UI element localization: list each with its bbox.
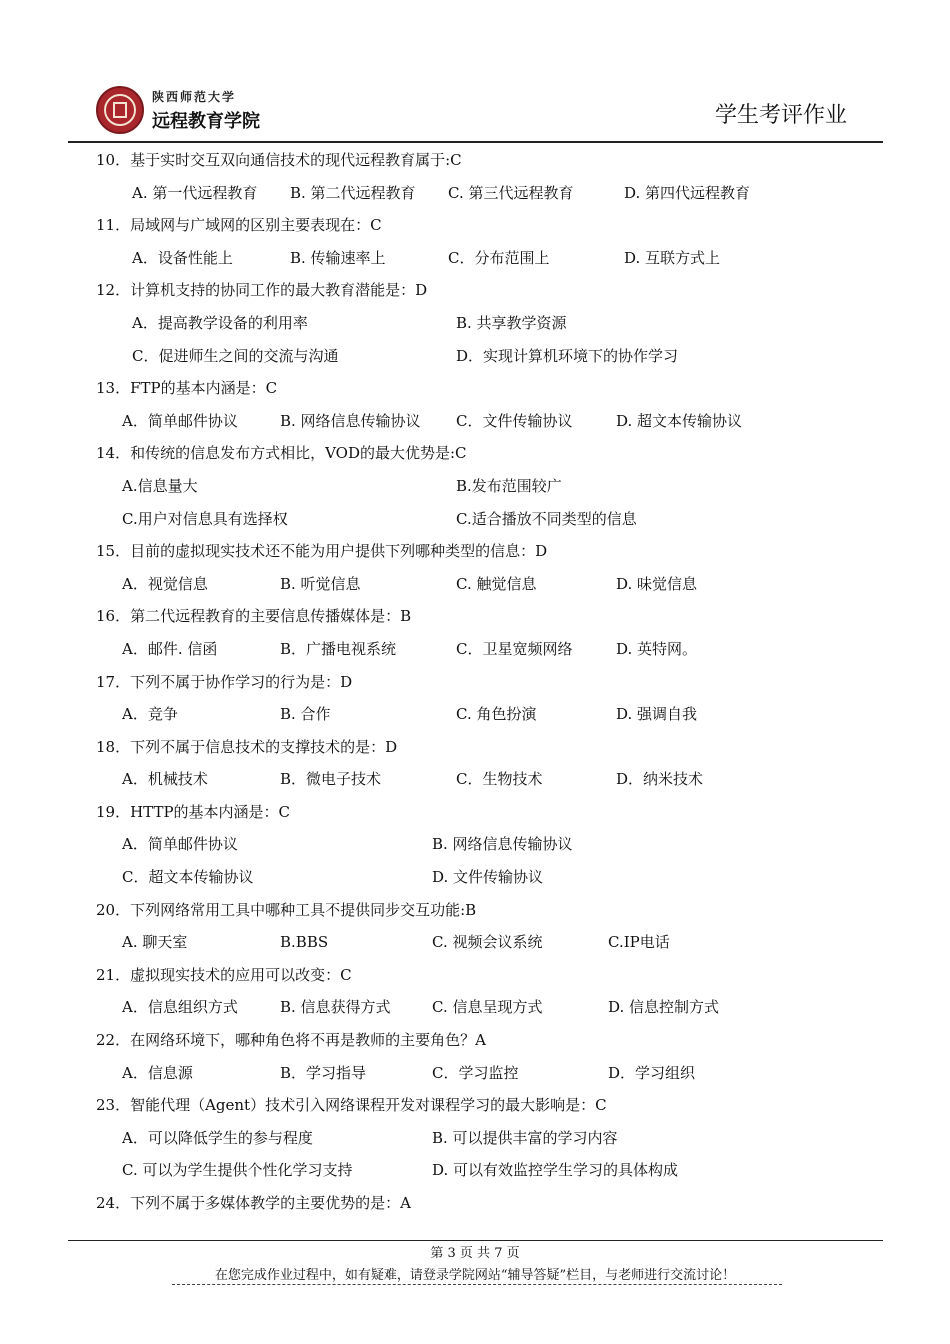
answer-option: B. 网络信息传输协议 — [432, 835, 573, 854]
answer-option: D. 可以有效监控学生学习的具体构成 — [432, 1161, 679, 1180]
answer-option: B. 听觉信息 — [280, 574, 361, 593]
answer-option: B. 第二代远程教育 — [290, 183, 416, 202]
answer-option: A．竞争 — [122, 705, 178, 724]
answer-option: B. 网络信息传输协议 — [280, 411, 421, 430]
document-type-title: 学生考评作业 — [714, 103, 847, 128]
answer-option: D. 味觉信息 — [616, 574, 698, 593]
answer-option: C.用户对信息具有选择权 — [122, 509, 288, 528]
answer-option: D. 第四代远程教育 — [624, 183, 751, 202]
answer-option: A．简单邮件协议 — [122, 835, 238, 854]
answer-option: A.信息量大 — [122, 476, 198, 495]
answer-option: B．广播电视系统 — [280, 639, 397, 658]
answer-option: D. 强调自我 — [616, 705, 698, 724]
answer-option: A．简单邮件协议 — [122, 411, 238, 430]
answer-option: C．超文本传输协议 — [122, 868, 254, 887]
answer-option: D. 文件传输协议 — [432, 868, 544, 887]
answer-option: B．微电子技术 — [280, 770, 382, 789]
answer-option: B. 信息获得方式 — [280, 998, 391, 1017]
option-row — [96, 340, 876, 373]
answer-option: A．提高教学设备的利用率 — [132, 313, 308, 332]
question-stem: 21．虚拟现实技术的应用可以改变：C — [96, 965, 352, 984]
answer-option: C. 可以为学生提供个性化学习支持 — [122, 1161, 353, 1180]
option-row — [96, 1057, 876, 1090]
page-indicator: 第 3 页 共 7 页 — [430, 1246, 520, 1261]
answer-option: A. 聊天室 — [122, 933, 188, 952]
question-stem: 14．和传统的信息发布方式相比，VOD的最大优势是:C — [96, 444, 467, 463]
answer-option: C．卫星宽频网络 — [456, 639, 573, 658]
answer-option: B．学习指导 — [280, 1063, 367, 1082]
university-seal-icon — [96, 86, 144, 134]
help-notice: 在您完成作业过程中，如有疑难，请登录学院网站“辅导答疑”栏目，与老师进行交流讨论！ — [214, 1268, 736, 1283]
answer-option: C.IP电话 — [608, 933, 670, 952]
answer-option: C.适合播放不同类型的信息 — [456, 509, 637, 528]
answer-option: B.发布范围较广 — [456, 476, 562, 495]
answer-option: B. 共享教学资源 — [456, 313, 567, 332]
answer-option: C. 触觉信息 — [456, 574, 537, 593]
option-row — [96, 861, 876, 894]
answer-option: C．促进师生之间的交流与沟通 — [132, 346, 339, 365]
question-stem: 12．计算机支持的协同工作的最大教育潜能是：D — [96, 281, 428, 300]
answer-option: A．邮件. 信函 — [122, 639, 218, 658]
option-row — [96, 698, 876, 731]
option-row — [96, 568, 876, 601]
college-name: 远程教育学院 — [152, 111, 260, 132]
answer-option: C. 第三代远程教育 — [448, 183, 574, 202]
answer-option: D. 信息控制方式 — [608, 998, 720, 1017]
answer-option: D．实现计算机环境下的协作学习 — [456, 346, 679, 365]
notice-underline — [172, 1284, 782, 1285]
option-row — [96, 763, 876, 796]
answer-option: A．设备性能上 — [132, 248, 233, 267]
answer-option: A. 第一代远程教育 — [132, 183, 258, 202]
answer-option: B. 传输速率上 — [290, 248, 386, 267]
footer-divider — [68, 1240, 883, 1241]
question-stem: 19．HTTP的基本内涵是：C — [96, 802, 291, 821]
question-stem: 17．下列不属于协作学习的行为是：D — [96, 672, 353, 691]
question-stem: 16．第二代远程教育的主要信息传播媒体是：B — [96, 607, 412, 626]
option-row — [96, 503, 876, 536]
question-stem: 11．局域网与广域网的区别主要表现在：C — [96, 216, 382, 235]
answer-option: D. 英特网。 — [616, 639, 698, 658]
answer-option: D．纳米技术 — [616, 770, 704, 789]
question-stem: 20．下列网络常用工具中哪种工具不提供同步交互功能:B — [96, 900, 477, 919]
option-row — [96, 405, 876, 438]
answer-option: C．学习监控 — [432, 1063, 519, 1082]
answer-option: C．文件传输协议 — [456, 411, 573, 430]
university-logo — [152, 88, 260, 133]
option-row — [96, 1122, 876, 1155]
answer-option: A．机械技术 — [122, 770, 208, 789]
answer-option: C. 信息呈现方式 — [432, 998, 543, 1017]
option-row — [96, 242, 876, 275]
answer-option: C. 视频会议系统 — [432, 933, 543, 952]
option-row — [96, 828, 876, 861]
answer-option: A．信息组织方式 — [122, 998, 238, 1017]
answer-option: D. 互联方式上 — [624, 248, 721, 267]
answer-option: C．生物技术 — [456, 770, 543, 789]
answer-option: C．分布范围上 — [448, 248, 550, 267]
question-list — [96, 144, 876, 1220]
question-stem: 13．FTP的基本内涵是：C — [96, 379, 278, 398]
answer-option: A．信息源 — [122, 1063, 193, 1082]
page-header — [68, 84, 883, 142]
university-name: 陕西师范大学 — [152, 90, 237, 104]
question-stem: 23．智能代理（Agent）技术引入网络课程开发对课程学习的最大影响是：C — [96, 1096, 607, 1115]
answer-option: B. 可以提供丰富的学习内容 — [432, 1128, 618, 1147]
answer-option: C. 角色扮演 — [456, 705, 537, 724]
question-stem: 10．基于实时交互双向通信技术的现代远程教育属于:C — [96, 151, 462, 169]
option-row — [96, 177, 876, 210]
option-row — [96, 307, 876, 340]
question-stem: 15．目前的虚拟现实技术还不能为用户提供下列哪种类型的信息：D — [96, 542, 548, 561]
answer-option: D．学习组织 — [608, 1063, 696, 1082]
option-row — [96, 633, 876, 666]
header-divider — [68, 141, 883, 143]
option-row — [96, 470, 876, 503]
answer-option: B. 合作 — [280, 705, 331, 724]
answer-option: A．可以降低学生的参与程度 — [122, 1128, 313, 1147]
answer-option: A．视觉信息 — [122, 574, 208, 593]
question-stem: 18．下列不属于信息技术的支撑技术的是：D — [96, 737, 398, 756]
option-row — [96, 991, 876, 1024]
option-row — [96, 1154, 876, 1187]
question-stem: 24．下列不属于多媒体教学的主要优势的是：A — [96, 1194, 411, 1212]
option-row — [96, 926, 876, 959]
answer-option: D. 超文本传输协议 — [616, 411, 743, 430]
answer-option: B.BBS — [280, 933, 329, 952]
question-stem: 22．在网络环境下，哪种角色将不再是教师的主要角色？A — [96, 1031, 486, 1050]
